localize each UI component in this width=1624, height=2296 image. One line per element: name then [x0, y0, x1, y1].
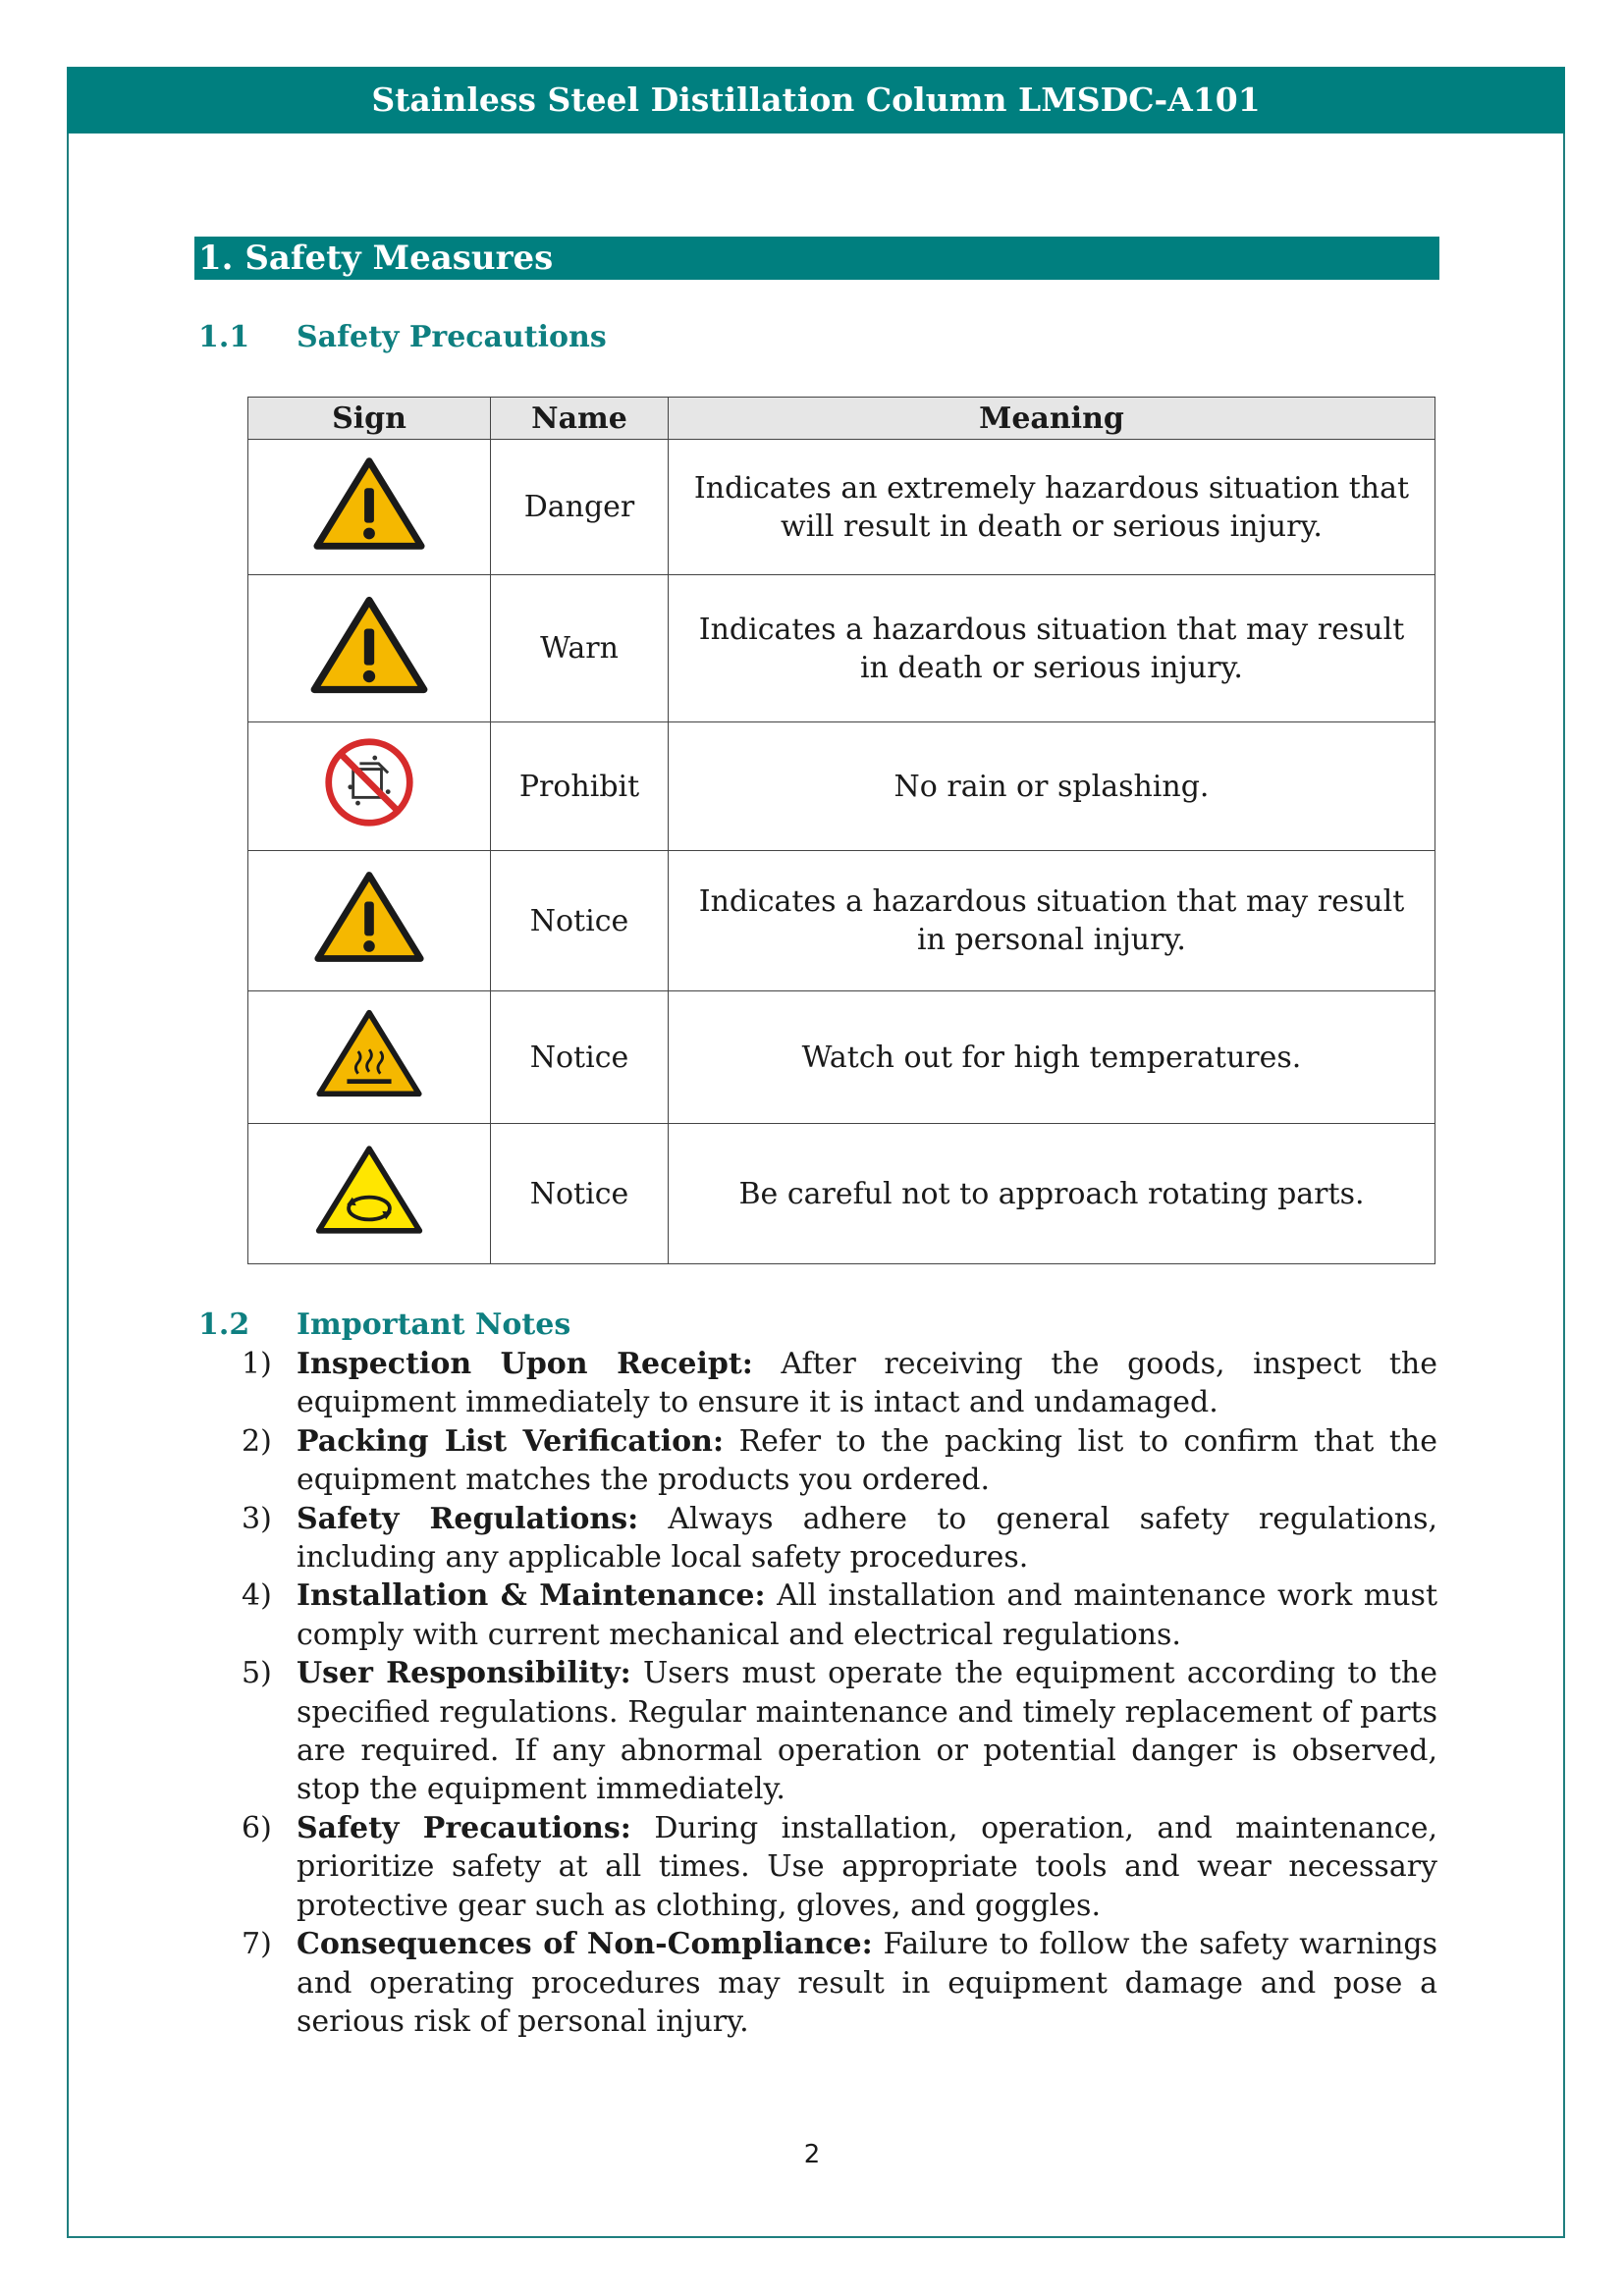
meaning-cell: Watch out for high temperatures.	[669, 991, 1435, 1124]
name-cell: Warn	[491, 575, 669, 722]
list-item	[242, 1809, 1437, 1925]
note-body: After receiving the goods, inspect the equipment immediately to ensure it is intact and undamaged.	[297, 1347, 1437, 1420]
note-label: Installation & Maintenance:	[297, 1578, 766, 1614]
list-text	[297, 1654, 1437, 1809]
document-header: Stainless Steel Distillation Column LMSDC-A101	[67, 67, 1565, 133]
table-row	[248, 722, 1435, 851]
subsection-number: 1.2	[198, 1308, 250, 1342]
list-number: 3)	[242, 1501, 272, 1536]
name-cell: Danger	[491, 440, 669, 575]
page-number: 2	[803, 2140, 821, 2169]
note-body: During installation, operation, and maintenance, prioritize safety at all times. Use appropriate tools and wear necessary protective gear such as clothing, gloves, and goggles.	[297, 1810, 1437, 1923]
warning-triangle-icon	[312, 868, 426, 966]
note-label: Safety Regulations:	[297, 1501, 639, 1536]
header-sign: Sign	[248, 398, 491, 440]
sign-cell	[248, 1124, 491, 1264]
list-text	[297, 1925, 1437, 2041]
table-row	[248, 851, 1435, 991]
name-cell: Notice	[491, 851, 669, 991]
list-item	[242, 1576, 1437, 1654]
list-number: 2)	[242, 1423, 272, 1459]
list-item	[242, 1654, 1437, 1809]
sign-cell	[248, 440, 491, 575]
list-item	[242, 1500, 1437, 1577]
list-item	[242, 1345, 1437, 1422]
list-number: 1)	[242, 1347, 272, 1381]
rotating-parts-icon	[313, 1141, 425, 1239]
important-notes-list	[242, 1345, 1437, 2041]
list-item	[242, 1925, 1437, 2041]
table-row	[248, 440, 1435, 575]
note-label: Packing List Verification:	[297, 1423, 725, 1459]
name-cell: Notice	[491, 1124, 669, 1264]
header-meaning: Meaning	[669, 398, 1435, 440]
subsection-heading-notes	[198, 1308, 570, 1342]
note-label: Safety Precautions:	[297, 1810, 631, 1845]
note-label: Consequences of Non-Compliance:	[297, 1927, 873, 1962]
list-text	[297, 1422, 1437, 1500]
list-text	[297, 1809, 1437, 1925]
sign-cell	[248, 851, 491, 991]
subsection-number: 1.1	[198, 320, 250, 354]
note-body: Users must operate the equipment according to the specified regulations. Regular maintenance and timely replacement of parts are required. If any abnormal operation or potential danger is observed, stop the equipment immediately.	[297, 1656, 1437, 1807]
meaning-cell: Be careful not to approach rotating parts.	[669, 1124, 1435, 1264]
table-row	[248, 575, 1435, 722]
note-label: Inspection Upon Receipt:	[297, 1347, 753, 1381]
hot-surface-icon	[313, 1007, 425, 1099]
subsection-title: Important Notes	[297, 1308, 571, 1342]
meaning-cell: Indicates a hazardous situation that may result in personal injury.	[669, 851, 1435, 991]
section-title: 1. Safety Measures	[194, 237, 1439, 280]
table-header-row	[248, 398, 1435, 440]
meaning-cell: Indicates an extremely hazardous situation that will result in death or serious injury.	[669, 440, 1435, 575]
note-body: Refer to the packing list to confirm that the equipment matches the products you ordered.	[297, 1423, 1437, 1498]
subsection-title: Safety Precautions	[297, 320, 607, 354]
list-number: 6)	[242, 1810, 272, 1845]
sign-cell	[248, 722, 491, 851]
name-cell: Prohibit	[491, 722, 669, 851]
table-row	[248, 1124, 1435, 1264]
note-label: User Responsibility:	[297, 1656, 631, 1691]
sign-cell	[248, 991, 491, 1124]
table-row	[248, 991, 1435, 1124]
meaning-cell: Indicates a hazardous situation that may result in death or serious injury.	[669, 575, 1435, 722]
no-splashing-icon	[322, 735, 416, 829]
sign-cell	[248, 575, 491, 722]
warning-triangle-icon	[308, 592, 430, 698]
list-item	[242, 1422, 1437, 1500]
note-body: Always adhere to general safety regulations, including any applicable local safety procedures.	[297, 1501, 1438, 1575]
list-number: 7)	[242, 1927, 272, 1962]
warning-triangle-icon	[311, 454, 427, 553]
safety-signs-table	[247, 397, 1435, 1264]
meaning-cell: No rain or splashing.	[669, 722, 1435, 851]
list-number: 5)	[242, 1656, 272, 1691]
note-body: Failure to follow the safety warnings and operating procedures may result in equipment damage and pose a serious risk of personal injury.	[297, 1927, 1437, 2039]
subsection-heading-precautions	[198, 320, 607, 354]
name-cell: Notice	[491, 991, 669, 1124]
list-text	[297, 1500, 1437, 1577]
note-body: All installation and maintenance work must comply with current mechanical and electrical regulations.	[297, 1578, 1438, 1652]
list-text	[297, 1345, 1437, 1422]
list-number: 4)	[242, 1578, 272, 1614]
list-text	[297, 1576, 1437, 1654]
header-name: Name	[491, 398, 669, 440]
